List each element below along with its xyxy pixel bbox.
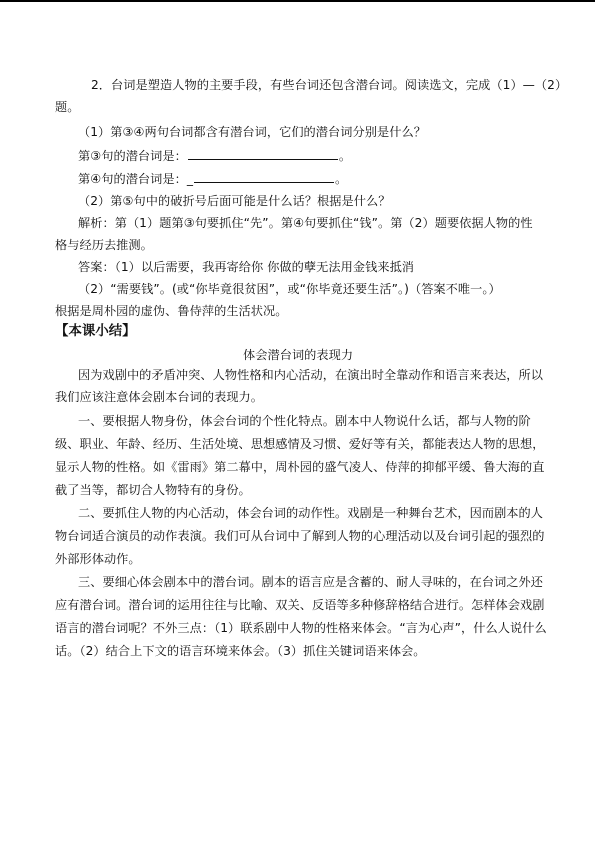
question-2-text-line-2: 题。 — [55, 100, 80, 114]
fill-in-line-4 — [78, 170, 347, 187]
summary-p4-line-4: 话。（2）结合上下文的语言环境来体会。（3）抓住关键词语来体会。 — [55, 644, 426, 658]
summary-p3-line-2: 物台词适合演员的动作表演。我们可从台词中了解到人物的心理活动以及台词引起的强烈的 — [55, 529, 545, 543]
analysis-line-2: 格与经历去推测。 — [55, 238, 153, 252]
summary-p1-line-1: 因为戏剧中的矛盾冲突、人物性格和内心活动，在演出时全靠动作和语言来表达，所以 — [78, 368, 544, 382]
summary-p4-line-2: 应有潜台词。潜台词的运用往往与比喻、双关、反语等多种修辞格结合进行。怎样体会戏剧 — [55, 598, 545, 612]
fill-in-label-4: 第④句的潜台词是： — [78, 172, 187, 186]
sub-question-2: （2）第⑤句中的破折号后面可能是什么话？根据是什么？ — [78, 194, 391, 208]
analysis-line-1: 解析：第（1）题第③句要抓住“先”。第④句要抓住“钱”。第（2）题要依据人物的性 — [78, 216, 533, 230]
answer-line-3: 根据是周朴园的虚伪、鲁侍萍的生活状况。 — [55, 304, 288, 318]
summary-p3-line-1: 二、要抓住人物的内心活动，体会台词的动作性。戏剧是一种舞台艺术，因而剧本的人 — [78, 506, 544, 520]
summary-p2-line-3: 显示人物的性格。如《雷雨》第二幕中，周朴园的盛气凌人、侍萍的抑郁平缓、鲁大海的直 — [55, 460, 545, 474]
fill-in-line-3 — [78, 147, 351, 164]
answer-blank-4[interactable] — [194, 170, 334, 183]
summary-heading: 【本课小结】 — [55, 324, 136, 339]
summary-p4-line-1: 三、要细心体会剧本中的潜台词。剧本的语言应是含蓄的、耐人寻味的，在台词之外还 — [78, 575, 544, 589]
answer-blank-3[interactable] — [188, 147, 338, 160]
fill-in-end-4: 。 — [335, 172, 348, 186]
summary-p1-line-2: 我们应该注意体会剧本台词的表现力。 — [55, 390, 264, 404]
fill-in-label-3: 第③句的潜台词是： — [78, 149, 187, 163]
summary-p3-line-3: 外部形体动作。 — [55, 552, 141, 566]
fill-in-mark-4: _ — [186, 172, 194, 186]
summary-p2-line-1: 一、要根据人物身份，体会台词的个性化特点。剧本中人物说什么话，都与人物的阶 — [78, 414, 531, 428]
answer-line-2: （2）“需要钱”。(或“你毕竟很贫困”，或“你毕竟还要生活”。)（答案不唯一。） — [78, 282, 501, 296]
summary-title: 体会潜台词的表现力 — [243, 348, 354, 362]
sub-question-1: （1）第③④两句台词都含有潜台词，它们的潜台词分别是什么？ — [78, 125, 426, 139]
summary-p2-line-4: 截了当等，都切合人物特有的身份。 — [55, 483, 251, 497]
fill-in-end-3: 。 — [338, 149, 352, 163]
summary-p4-line-3: 语言的潜台词呢？不外三点：（1）联系剧中人物的性格来体会。“言为心声”，什么人说什么 — [55, 621, 547, 635]
summary-p2-line-2: 级、职业、年龄、经历、生活处境、思想感情及习惯、爱好等有关，都能表达人物的思想， — [55, 437, 545, 451]
question-2-text-line-1: 2．台词是塑造人物的主要手段，有些台词还包含潜台词。阅读选文，完成（1）—（2） — [91, 78, 568, 92]
answer-line-1: 答案：（1）以后需要，我再寄给你 你做的孽无法用金钱来抵消 — [78, 260, 415, 274]
